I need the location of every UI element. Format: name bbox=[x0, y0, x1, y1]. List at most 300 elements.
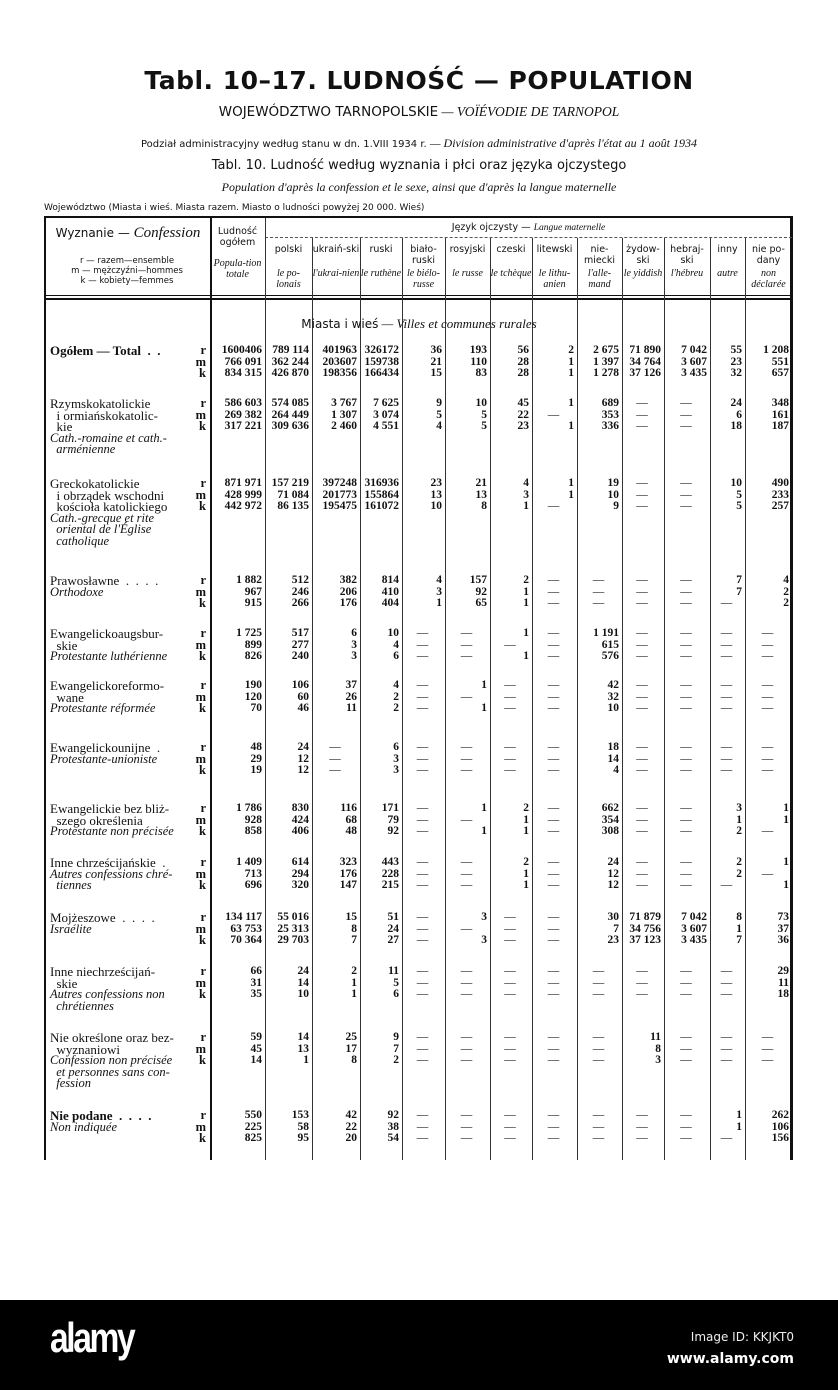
table-cell: 23 bbox=[730, 355, 742, 368]
sex-code: k bbox=[199, 878, 206, 892]
table-cell: — bbox=[636, 1120, 648, 1133]
confession-name-fr: Autres confessions non bbox=[50, 987, 165, 1001]
table-cell: — bbox=[504, 911, 516, 923]
table-cell: 1 191 bbox=[593, 627, 619, 639]
table-cell: — bbox=[720, 879, 733, 891]
table-cell: 51 bbox=[387, 911, 399, 923]
table-cell: 70 364 bbox=[230, 934, 262, 946]
table-cell: — bbox=[720, 690, 733, 703]
table-cell: — bbox=[680, 597, 692, 609]
table-cell: 517 bbox=[291, 627, 309, 639]
table-cell: 614 bbox=[291, 856, 309, 868]
table-cell: — bbox=[636, 500, 648, 512]
table-cell: — bbox=[547, 764, 560, 776]
table-cell: 42 bbox=[607, 679, 619, 691]
table-cell: — bbox=[416, 813, 429, 826]
table-cell: 190 bbox=[244, 679, 262, 691]
table-cell: — bbox=[680, 638, 692, 651]
scope-note: Województwo (Miasta i wieś. Miasta razem. Miasto o ludności powyżej 20 000. Wieś) bbox=[44, 203, 425, 213]
table-cell: — bbox=[680, 988, 692, 1000]
table-cell: — bbox=[680, 408, 692, 421]
table-cell: — bbox=[636, 802, 648, 814]
table-cell: — bbox=[504, 764, 516, 776]
confession-name-fr: Orthodoxe bbox=[50, 584, 104, 599]
confession-name-pl: kościoła katolickiego bbox=[50, 499, 168, 514]
table-cell: 308 bbox=[601, 825, 619, 837]
table-cell: 28 bbox=[517, 367, 529, 379]
table-cell: 10 bbox=[730, 477, 742, 489]
table-cell: 159738 bbox=[364, 355, 399, 368]
table-cell: 1 307 bbox=[331, 408, 357, 421]
table-cell: 46 bbox=[297, 702, 309, 714]
language-header bbox=[622, 244, 664, 279]
table-cell: — bbox=[504, 1042, 516, 1055]
table-cell: 42 bbox=[345, 1109, 357, 1121]
table-cell: — bbox=[761, 627, 774, 639]
table-cell: 155864 bbox=[364, 488, 399, 501]
confession-name-pl: Prawosławne . . . . bbox=[50, 573, 159, 588]
table-cell: 14 bbox=[297, 1031, 309, 1043]
language-header bbox=[402, 244, 445, 290]
table-cell: — bbox=[329, 741, 341, 753]
table-cell: 161 bbox=[771, 408, 789, 421]
table-cell: 2 bbox=[783, 585, 789, 598]
language-header bbox=[577, 244, 622, 290]
table-cell: 4 551 bbox=[373, 420, 399, 432]
confession-name-fr: Protestante réformée bbox=[50, 701, 156, 715]
table-cell: — bbox=[680, 702, 692, 714]
confession-name bbox=[50, 575, 200, 598]
table-cell: — bbox=[547, 922, 560, 935]
sex-code: r bbox=[200, 343, 206, 357]
table-cell: 1 bbox=[523, 597, 529, 609]
language-header-fr: non déclarée bbox=[751, 268, 786, 290]
table-cell: — bbox=[460, 690, 473, 703]
table-cell: 269 382 bbox=[224, 408, 262, 421]
table-cell: — bbox=[636, 1132, 648, 1144]
table-cell: 382 bbox=[339, 574, 357, 586]
table-cell: 14 bbox=[297, 976, 309, 989]
table-cell: 92 bbox=[387, 825, 399, 837]
table-cell: 3 bbox=[481, 911, 487, 923]
legend-k: k — kobiety—femmes bbox=[80, 276, 174, 286]
language-header bbox=[710, 244, 745, 279]
table-cell: 2 bbox=[736, 867, 742, 880]
confession-name-pl: wyznaniowi bbox=[50, 1041, 121, 1057]
admin-division-note bbox=[0, 136, 838, 151]
table-cell: — bbox=[460, 1054, 473, 1066]
table-cell: 3 bbox=[351, 650, 357, 662]
table-cell: 7 bbox=[736, 934, 742, 946]
confession-name-pl: Ewangelickoaugsbur- bbox=[50, 626, 164, 641]
table-cell: 193 bbox=[469, 344, 487, 356]
table-cell: 1 bbox=[481, 702, 487, 714]
sex-code: k bbox=[199, 701, 206, 715]
table-cell: 1 bbox=[523, 879, 529, 891]
table-cell: — bbox=[547, 585, 560, 598]
table-cell: 37 126 bbox=[629, 367, 661, 379]
sex-code: r bbox=[200, 910, 206, 924]
table-cell: 424 bbox=[291, 813, 309, 826]
table-cell: 15 bbox=[345, 911, 357, 923]
table-cell: 29 bbox=[250, 752, 262, 765]
table-cell: 3 435 bbox=[681, 934, 707, 946]
table-cell: 71 084 bbox=[277, 488, 309, 501]
table-cell: 18 bbox=[730, 420, 742, 432]
table-cell: 551 bbox=[771, 355, 789, 368]
table-cell: 336 bbox=[601, 420, 619, 432]
confession-name-fr: Cath.-romaine et cath.- bbox=[50, 430, 167, 445]
table-cell: 4 bbox=[523, 477, 529, 489]
table-cell: 23 bbox=[430, 477, 442, 489]
table-cell: 195475 bbox=[322, 500, 357, 512]
table-cell: — bbox=[329, 764, 341, 776]
table-cell: 32 bbox=[730, 367, 742, 379]
table-cell: — bbox=[680, 397, 692, 409]
table-cell: — bbox=[416, 1031, 429, 1043]
table-cell: 246 bbox=[291, 585, 309, 598]
table-cell: 1 bbox=[523, 825, 529, 837]
table-cell: 32 bbox=[607, 690, 619, 703]
sex-code: m bbox=[195, 584, 206, 599]
table-cell: 5 bbox=[736, 488, 742, 501]
sex-code: k bbox=[199, 987, 206, 1001]
table-cell: — bbox=[761, 1054, 774, 1066]
table-cell: — bbox=[416, 638, 429, 651]
table-cell: 657 bbox=[771, 367, 789, 379]
table-cell: 1 bbox=[736, 1109, 742, 1121]
table-cell: — bbox=[547, 911, 560, 923]
table-cell: — bbox=[416, 988, 429, 1000]
language-header-fr: le tchèque bbox=[490, 268, 532, 279]
confession-name-fr: catholique bbox=[50, 533, 110, 548]
table-cell: — bbox=[547, 813, 560, 826]
table-cell: 12 bbox=[607, 867, 619, 880]
table-cell: 326172 bbox=[364, 344, 399, 356]
confession-name-fr: oriental de l'Église bbox=[50, 522, 152, 536]
table-cell: 3 bbox=[393, 764, 399, 776]
section-title-pl: Miasta i wieś bbox=[301, 317, 379, 331]
table-cell: 54 bbox=[387, 1132, 399, 1144]
table-cell: 320 bbox=[291, 879, 309, 891]
language-group-rule bbox=[265, 237, 792, 238]
table-cell: — bbox=[680, 679, 692, 691]
table-cell: 22 bbox=[345, 1120, 357, 1133]
table-cell: — bbox=[460, 965, 473, 977]
table-cell: — bbox=[636, 702, 648, 714]
table-cell: — bbox=[680, 813, 692, 826]
table-cell: — bbox=[720, 976, 733, 989]
table-cell: — bbox=[504, 922, 516, 935]
confession-header-fr: Confession bbox=[133, 225, 201, 241]
language-header-fr: le russe bbox=[452, 268, 483, 279]
table-cell: 1 bbox=[351, 976, 357, 989]
table-cell: — bbox=[592, 965, 605, 977]
header-rule bbox=[44, 295, 792, 296]
table-cell: 73 bbox=[777, 911, 789, 923]
table-cell: 2 bbox=[393, 702, 399, 714]
table-cell: — bbox=[720, 1031, 733, 1043]
table-cell: 834 315 bbox=[224, 367, 262, 379]
admin-note-pl: Podział administracyjny według stanu w dn. 1.VIII 1934 r. bbox=[140, 139, 430, 150]
confession-name-pl: Inne niechrześcijań- bbox=[50, 964, 156, 979]
table-cell: — bbox=[416, 741, 429, 753]
table-cell: — bbox=[460, 638, 473, 651]
sex-code: m bbox=[195, 354, 206, 369]
table-cell: 83 bbox=[475, 367, 487, 379]
table-cell: 11 bbox=[650, 1031, 661, 1043]
confession-name-fr: Confession non précisée bbox=[50, 1053, 173, 1067]
table-cell: — bbox=[680, 500, 692, 512]
language-header-pl: hebraj-ski bbox=[670, 244, 704, 266]
table-cell: 1 786 bbox=[236, 802, 262, 814]
confession-name-pl: Rzymskokatolickie bbox=[50, 396, 151, 411]
table-cell: 3 bbox=[523, 488, 529, 501]
table-cell: 550 bbox=[244, 1109, 262, 1121]
table-cell: — bbox=[636, 488, 648, 501]
table-cell: 233 bbox=[771, 488, 789, 501]
sex-code: m bbox=[195, 866, 206, 881]
table-cell: — bbox=[416, 1054, 429, 1066]
table-cell: 171 bbox=[381, 802, 399, 814]
table-cell: — bbox=[680, 585, 692, 598]
table-cell: 8 bbox=[655, 1042, 661, 1055]
table-cell: — bbox=[636, 764, 648, 776]
table-cell: 264 449 bbox=[271, 408, 309, 421]
page-title: Tabl. 10–17. LUDNOŚĆ — POPULATION bbox=[144, 66, 694, 95]
table-cell: 3 bbox=[655, 1054, 661, 1066]
table-cell: 2 bbox=[783, 597, 789, 609]
sex-code: r bbox=[200, 855, 206, 869]
sex-code: m bbox=[195, 1041, 206, 1056]
table-cell: 426 870 bbox=[271, 367, 309, 379]
admin-note-fr: — Division administrative d'après l'état au 1 août 1934 bbox=[429, 136, 698, 150]
table-cell: — bbox=[680, 477, 692, 489]
table-cell: 766 091 bbox=[224, 355, 262, 368]
table-cell: 24 bbox=[297, 741, 309, 753]
table-cell: 106 bbox=[291, 679, 309, 691]
table-cell: 7 bbox=[613, 922, 619, 935]
sex-code: m bbox=[195, 1119, 206, 1134]
table-cell: 10 bbox=[607, 702, 619, 714]
table-cell: 7 042 bbox=[681, 344, 707, 356]
sex-code: k bbox=[199, 824, 206, 838]
confession-name-fr: et personnes sans con- bbox=[50, 1064, 170, 1079]
table-cell: 262 bbox=[771, 1109, 789, 1121]
table-cell: 12 bbox=[607, 879, 619, 891]
confession-name bbox=[50, 803, 200, 838]
confession-name-pl: skie bbox=[50, 975, 78, 991]
table-cell: — bbox=[680, 1054, 692, 1066]
table-cell: 161072 bbox=[364, 500, 399, 512]
table-cell: 662 bbox=[601, 802, 619, 814]
table-cell: — bbox=[547, 867, 560, 880]
table-cell: — bbox=[761, 679, 774, 691]
table-cell: — bbox=[504, 1132, 516, 1144]
table-cell: 826 bbox=[244, 650, 262, 662]
table-cell: 10 bbox=[430, 500, 442, 512]
table-cell: — bbox=[504, 988, 516, 1000]
table-cell: 1600406 bbox=[221, 344, 262, 356]
table-cell: — bbox=[460, 856, 473, 868]
table-cell: — bbox=[720, 702, 733, 714]
table-cell: — bbox=[547, 1031, 560, 1043]
table-cell: 1 bbox=[481, 802, 487, 814]
table-cell: — bbox=[761, 650, 774, 662]
table-cell: 2 bbox=[523, 802, 529, 814]
sex-code: k bbox=[199, 649, 206, 663]
table-cell: — bbox=[504, 638, 516, 651]
table-cell: 56 bbox=[517, 344, 529, 356]
table-cell: — bbox=[636, 408, 648, 421]
table-cell: 23 bbox=[607, 934, 619, 946]
table-cell: 1 bbox=[783, 802, 789, 814]
table-cell: — bbox=[761, 690, 774, 703]
confession-name-pl: Ewangelickoreformo- bbox=[50, 678, 165, 693]
sex-code: r bbox=[200, 573, 206, 587]
table-cell: 30 bbox=[607, 911, 619, 923]
table-cell: — bbox=[592, 1042, 605, 1055]
table-cell: — bbox=[547, 988, 560, 1000]
table-cell: 106 bbox=[771, 1120, 789, 1133]
table-cell: — bbox=[720, 638, 733, 651]
table-cell: 45 bbox=[517, 397, 529, 409]
sex-code: k bbox=[199, 499, 206, 513]
table-cell: 157 219 bbox=[271, 477, 309, 489]
table-cell: 8 bbox=[351, 1054, 357, 1066]
table-cell: — bbox=[720, 679, 733, 691]
table-cell: — bbox=[636, 1109, 648, 1121]
table-cell: — bbox=[592, 597, 605, 609]
table-cell: 11 bbox=[388, 965, 399, 977]
table-cell: 3 435 bbox=[681, 367, 707, 379]
table-cell: — bbox=[720, 627, 733, 639]
table-cell: — bbox=[504, 702, 516, 714]
table-cell: 18 bbox=[607, 741, 619, 753]
table-cell: — bbox=[592, 1109, 605, 1121]
voivodeship-pl: WOJEWÓDZTWO TARNOPOLSKIE bbox=[218, 104, 439, 120]
table-cell: — bbox=[547, 741, 560, 753]
table-cell: — bbox=[680, 1042, 692, 1055]
table-cell: 2 bbox=[393, 1054, 399, 1066]
table-cell: 830 bbox=[291, 802, 309, 814]
table-cell: — bbox=[460, 1042, 473, 1055]
confession-name-pl: kie bbox=[50, 419, 73, 434]
table-cell: — bbox=[547, 638, 560, 651]
table-cell: 60 bbox=[297, 690, 309, 703]
confession-name-fr: tiennes bbox=[50, 878, 92, 892]
language-header bbox=[265, 244, 312, 290]
table-cell: — bbox=[547, 690, 560, 703]
table-cell: — bbox=[504, 741, 516, 753]
sex-code: r bbox=[200, 626, 206, 640]
table-cell: 1 bbox=[736, 813, 742, 826]
table-cell: — bbox=[680, 856, 692, 868]
table-cell: — bbox=[416, 802, 429, 814]
table-cell: 153 bbox=[291, 1109, 309, 1121]
table-cell: 9 bbox=[393, 1031, 399, 1043]
table-cell: — bbox=[761, 702, 774, 714]
table-cell: 490 bbox=[771, 477, 789, 489]
table-cell: 2 bbox=[393, 690, 399, 703]
table-cell: 3 607 bbox=[681, 355, 707, 368]
table-cell: 2 bbox=[736, 856, 742, 868]
confession-name-pl: wane bbox=[50, 689, 84, 705]
table-cell: 7 bbox=[393, 1042, 399, 1055]
table-cell: — bbox=[547, 1042, 560, 1055]
table-cell: 4 bbox=[436, 574, 442, 586]
table-cell: — bbox=[416, 1120, 429, 1133]
table-cell: — bbox=[592, 1031, 605, 1043]
table-cell: — bbox=[636, 597, 648, 609]
table-cell: — bbox=[636, 741, 648, 753]
table-cell: — bbox=[460, 879, 473, 891]
table-cell: — bbox=[680, 825, 692, 837]
table-cell: 442 972 bbox=[224, 500, 262, 512]
table-cell: 71 879 bbox=[629, 911, 661, 923]
table-cell: — bbox=[720, 764, 733, 776]
table-cell: 13 bbox=[430, 488, 442, 501]
table-cell: 166434 bbox=[364, 367, 399, 379]
table-cell: — bbox=[460, 1132, 473, 1144]
table-cell: 59 bbox=[250, 1031, 262, 1043]
table-cell: 1 bbox=[523, 585, 529, 598]
sex-code: r bbox=[200, 476, 206, 490]
table-cell: 95 bbox=[297, 1132, 309, 1144]
table-cell: — bbox=[460, 741, 473, 753]
table-cell: 406 bbox=[291, 825, 309, 837]
table-cell: — bbox=[460, 1109, 473, 1121]
language-group-header bbox=[265, 222, 792, 234]
table-cell: 8 bbox=[736, 911, 742, 923]
table-cell: 11 bbox=[778, 976, 789, 989]
table-cell: 22 bbox=[517, 408, 529, 421]
table-cell: 198356 bbox=[322, 367, 357, 379]
table-cell: 134 117 bbox=[225, 911, 262, 923]
sex-code: k bbox=[199, 596, 206, 610]
table-cell: 24 bbox=[387, 922, 399, 935]
table-cell: 576 bbox=[601, 650, 619, 662]
header-rule-double bbox=[44, 298, 792, 300]
table-cell: — bbox=[592, 574, 605, 586]
table-cell: — bbox=[761, 867, 774, 880]
table-cell: — bbox=[636, 585, 648, 598]
table-cell: 277 bbox=[291, 638, 309, 651]
confession-name bbox=[50, 1032, 200, 1090]
table-cell: 7 bbox=[736, 585, 742, 598]
language-header-pl: litewski bbox=[536, 244, 573, 255]
table-cell: 1 bbox=[523, 650, 529, 662]
table-cell: — bbox=[636, 965, 648, 977]
table-cell: 4 bbox=[393, 679, 399, 691]
table-cell: 6 bbox=[736, 408, 742, 421]
table-cell: 13 bbox=[475, 488, 487, 501]
language-group-pl: Język ojczysty — bbox=[451, 222, 534, 233]
table-cell: — bbox=[416, 650, 429, 662]
table-cell: 1 725 bbox=[236, 627, 262, 639]
table-cell: 215 bbox=[381, 879, 399, 891]
table-right-border bbox=[790, 216, 793, 1160]
confession-name bbox=[50, 912, 200, 935]
table-cell: — bbox=[636, 825, 648, 837]
table-cell: — bbox=[504, 934, 516, 946]
table-cell: 12 bbox=[297, 752, 309, 765]
language-header-pl: czeski bbox=[496, 244, 526, 255]
table-cell: — bbox=[416, 627, 429, 639]
table-cell: — bbox=[720, 965, 733, 977]
table-cell: 1 bbox=[523, 500, 529, 512]
table-cell: 1 397 bbox=[593, 355, 619, 368]
